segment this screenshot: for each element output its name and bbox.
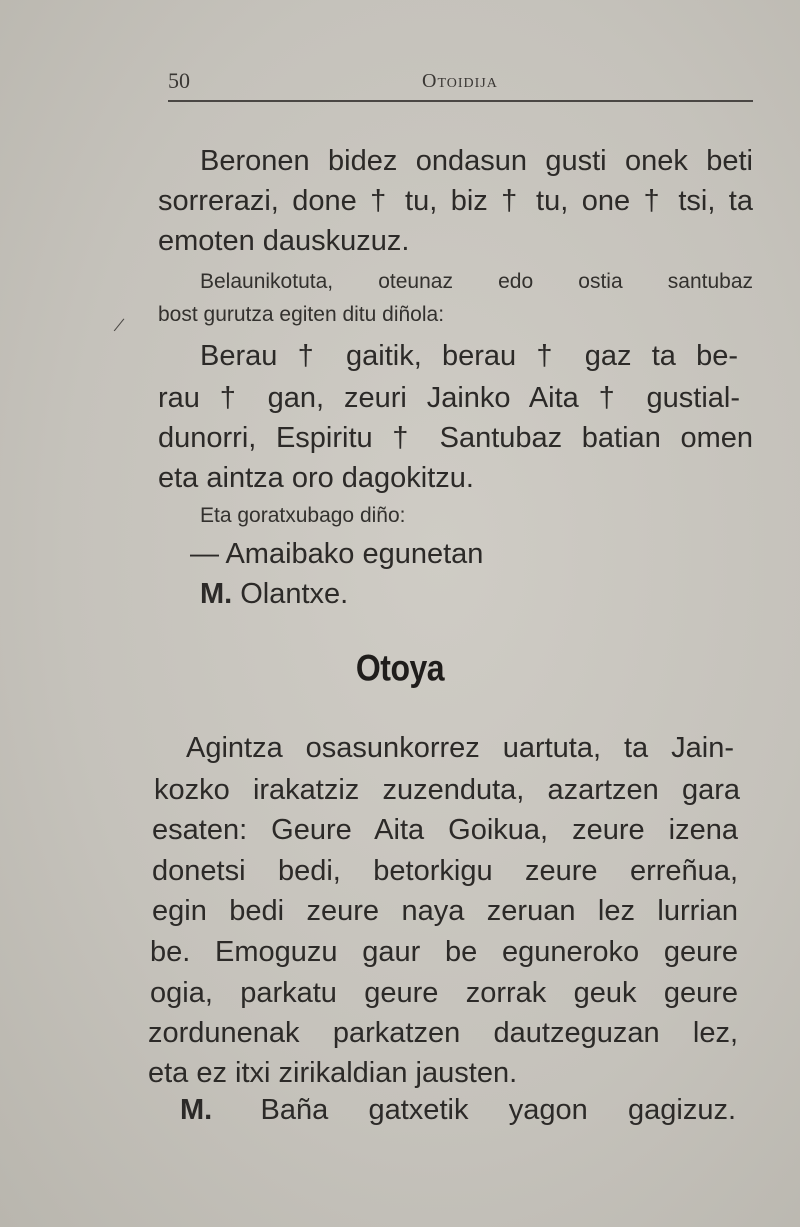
section-title: Otoya	[355, 647, 445, 689]
text-line: eta aintza oro dagokitzu.	[158, 462, 474, 494]
text-line: dunorri, Espiritu † Santubaz batian omen	[158, 422, 753, 454]
rubric-line: bost gurutza egiten ditu diñola:	[158, 303, 445, 326]
text-line: zordunenak parkatzen dautzeguzan lez,	[148, 1017, 738, 1049]
page-number: 50	[168, 68, 190, 93]
rubric-line: Belaunikotuta, oteunaz edo ostia santubaz	[200, 270, 753, 293]
text-line: egin bedi zeure naya zeruan lez lurrian	[152, 895, 738, 927]
rubric-2: Eta goratxubago diño:	[200, 504, 406, 527]
response-text: Olantxe.	[240, 578, 349, 610]
text-line: ogia, parkatu geure zorrak geuk geure	[150, 977, 738, 1009]
text-line: esaten: Geure Aita Goikua, zeure izena	[152, 814, 738, 846]
header-rule	[168, 100, 753, 102]
text-line: Berau † gaitik, berau † gaz ta be-	[200, 340, 738, 372]
text-line: kozko irakatziz zuzenduta, azartzen gara	[154, 774, 740, 806]
response-text: Baña gatxetik yagon gagizuz.	[260, 1094, 737, 1126]
versicle-line: — Amaibako egunetan	[190, 538, 484, 570]
stray-pen-mark: /	[112, 311, 127, 338]
speaker-mark: M.	[180, 1094, 213, 1126]
text-line: be. Emoguzu gaur be eguneroko geure	[150, 936, 738, 968]
text-line: emoten dauskuzuz.	[158, 225, 410, 257]
text-line: Beronen bidez ondasun gusti onek beti	[200, 145, 753, 177]
text-line: donetsi bedi, betorkigu zeure erreñua,	[152, 855, 738, 887]
text-line: Agintza osasunkorrez uartuta, ta Jain-	[186, 732, 734, 764]
speaker-mark: M.	[200, 578, 233, 610]
response-2	[180, 1092, 736, 1128]
text-line: rau † gan, zeuri Jainko Aita † gustial-	[158, 382, 740, 414]
text-line: sorrerazi, done † tu, biz † tu, one † tsi, ta	[158, 185, 753, 217]
running-title: Otoidija	[422, 70, 498, 92]
response-line	[200, 576, 795, 612]
text-line: eta ez itxi zirikaldian jausten.	[148, 1057, 518, 1089]
page-header	[168, 68, 753, 102]
